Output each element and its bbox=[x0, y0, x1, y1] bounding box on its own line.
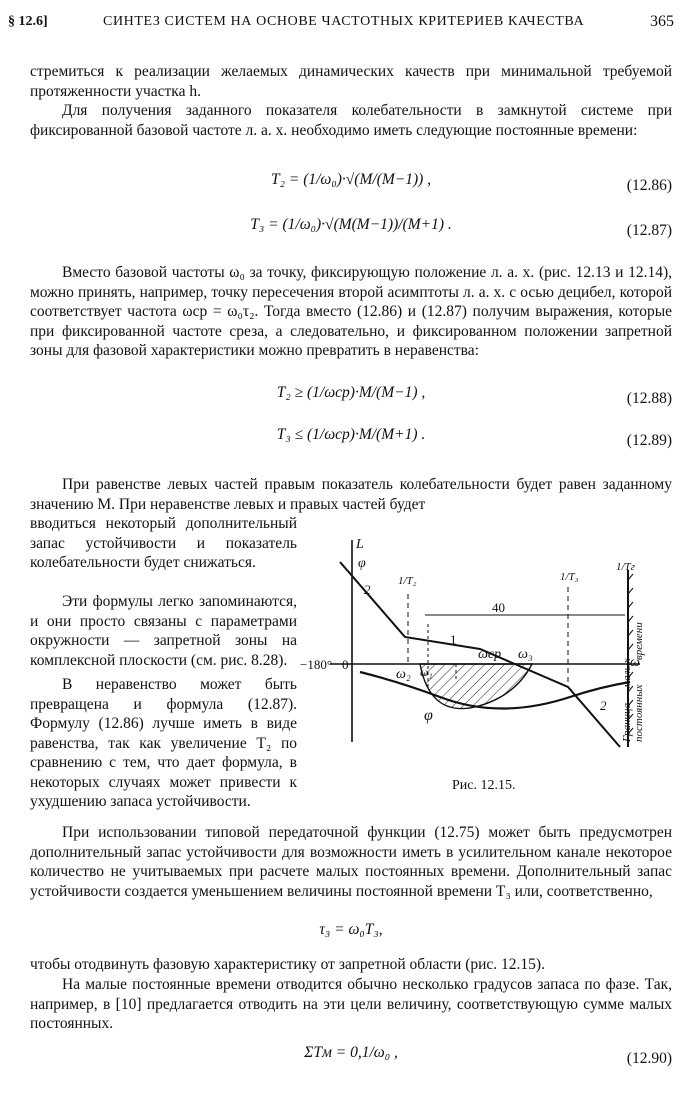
paragraph-7: При использовании типовой передаточной функции (12.75) может быть предусмотрен дополнительный запас устойчивости для возможности иметь в усилительном канале некоторое количество не учитываемых при расчете малых постоянных времени. Дополнительный запас устойчивости создается уменьшением величины постоянной времени T₃ или, соответственно, bbox=[30, 824, 672, 900]
equation-rhs: ≤ (1/ωср)·M/(M+1) . bbox=[294, 426, 426, 443]
equation-rhs: = (1/ω₀)·√(M(M−1))/(M+1) . bbox=[268, 216, 452, 233]
equation-tag: (12.88) bbox=[626, 390, 672, 407]
label-one-t3: 1/T₃ bbox=[560, 571, 579, 583]
equation-tag: (12.86) bbox=[626, 177, 672, 194]
figure-12-15 bbox=[300, 532, 645, 787]
chapter-title: СИНТЕЗ СИСТЕМ НА ОСНОВЕ ЧАСТОТНЫХ КРИТЕРИЕВ КАЧЕСТВА bbox=[103, 14, 585, 29]
equation-12-90 bbox=[30, 1043, 672, 1073]
equation-rhs: = (1/ω₀)·√(M/(M−1)) , bbox=[288, 171, 432, 188]
section-ref: § 12.6] bbox=[8, 14, 48, 29]
label-omega3: ω₃ bbox=[518, 647, 533, 662]
running-header bbox=[8, 12, 674, 34]
equation-12-86 bbox=[30, 170, 672, 200]
equation-tag: (12.90) bbox=[626, 1050, 672, 1067]
paragraph-9: На малые постоянные времени отводится обычно несколько градусов запаса по фазе. Так, например, в [10] предлагается отводить на эти цели величину, соответствующую сумме малых постоянных. bbox=[30, 976, 672, 1032]
paragraph-4: При равенстве левых частей правым показатель колебательности будет равен заданному значению M. При неравенстве левых и правых частей будет bbox=[30, 476, 672, 513]
boundary-text-2: малых bbox=[621, 658, 633, 688]
paragraph-2: Для получения заданного показателя колебательности в замкнутой системе при фиксированной базовой частоте л. а. х. необходимо иметь следующие постоянные времени: bbox=[30, 102, 672, 139]
label-one-t2: 1/T₂ bbox=[398, 575, 417, 587]
paragraph-6: В неравенство может быть превращена и формула (12.87). Формулу (12.86) лучше иметь в виде равенства, так как увеличение T₂ по сравнению с тем, что дает формула, в некоторых случаях может привести к ухудшению запаса устойчивости. bbox=[30, 676, 297, 810]
equation-rhs: = 0,1/ω₀ , bbox=[335, 1044, 398, 1061]
label-omega-axis: ω bbox=[630, 655, 640, 670]
tau-formula: τ₃ = ω₀T₃, bbox=[319, 921, 383, 938]
equation-rhs: ≥ (1/ωср)·M/(M−1) , bbox=[294, 384, 426, 401]
equation-12-87 bbox=[30, 215, 672, 245]
equation-tau3 bbox=[30, 920, 672, 950]
label-omega2: ω₂ bbox=[396, 667, 411, 682]
equation-lhs: T₂ bbox=[276, 384, 291, 401]
equation-lhs: ΣTм bbox=[304, 1044, 332, 1061]
paragraph-5: Эти формулы легко запоминаются, и они просто связаны с параметрами окружности — запретной зоны на комплексной плоскости (см. рис. 8.28). bbox=[30, 593, 297, 669]
equation-12-88 bbox=[30, 383, 672, 413]
boundary-caption bbox=[621, 622, 645, 743]
equation-tag: (12.87) bbox=[626, 222, 672, 239]
label-zero: 0 bbox=[342, 657, 349, 672]
boundary-text-4: времени bbox=[633, 622, 645, 660]
paragraph-4-continued: вводиться некоторый дополнительный запас устойчивости и показатель колебательности будет снижаться. bbox=[30, 515, 297, 571]
paragraph-1: стремиться к реализации желаемых динамических качеств при минимальной требуемой протяженности участка h. bbox=[30, 63, 672, 100]
figure-caption: Рис. 12.15. bbox=[452, 778, 516, 793]
equation-lhs: T₃ bbox=[250, 216, 265, 233]
label-curve-2b: 2 bbox=[600, 698, 607, 713]
forbidden-zone bbox=[420, 664, 532, 709]
label-curve-1: 1 bbox=[450, 632, 457, 647]
label-phi-bottom: φ bbox=[424, 707, 433, 724]
boundary-text-3: постоянных bbox=[633, 684, 645, 742]
equation-lhs: T₂ bbox=[270, 171, 285, 188]
boundary-text-1: Граница bbox=[621, 702, 633, 742]
label-omega1: ω₁ bbox=[420, 665, 433, 679]
equation-tag: (12.89) bbox=[626, 432, 672, 449]
label-one-tr: 1/Tг bbox=[616, 561, 635, 573]
label-L: L bbox=[356, 537, 364, 552]
label-forty: 40 bbox=[492, 600, 505, 615]
page-number: 365 bbox=[650, 13, 674, 30]
paragraph-8: чтобы отодвинуть фазовую характеристику от запретной области (рис. 12.15). bbox=[30, 956, 545, 973]
label-phi-top: φ bbox=[358, 556, 366, 571]
equation-lhs: T₃ bbox=[276, 426, 291, 443]
paragraph-3: Вместо базовой частоты ω₀ за точку, фиксирующую положение л. а. х. (рис. 12.13 и 12.14), можно принять, например, точку пересечения второй асимптоты л. а. х. с осью децибел, которой соответствует частота ωср = ω₀τ₂. Тогда вместо (12.86) и (12.87) получим выражения, которые при фиксированной частоте среза, а следовательно, и фиксированном положении запретной зоны для фазовой характеристики можно превратить в неравенства: bbox=[30, 264, 672, 359]
label-curve-2a: 2 bbox=[364, 582, 371, 597]
label-omega-cp: ωср bbox=[478, 647, 502, 662]
label-minus180: −180° bbox=[300, 657, 333, 672]
equation-12-89 bbox=[30, 425, 672, 455]
